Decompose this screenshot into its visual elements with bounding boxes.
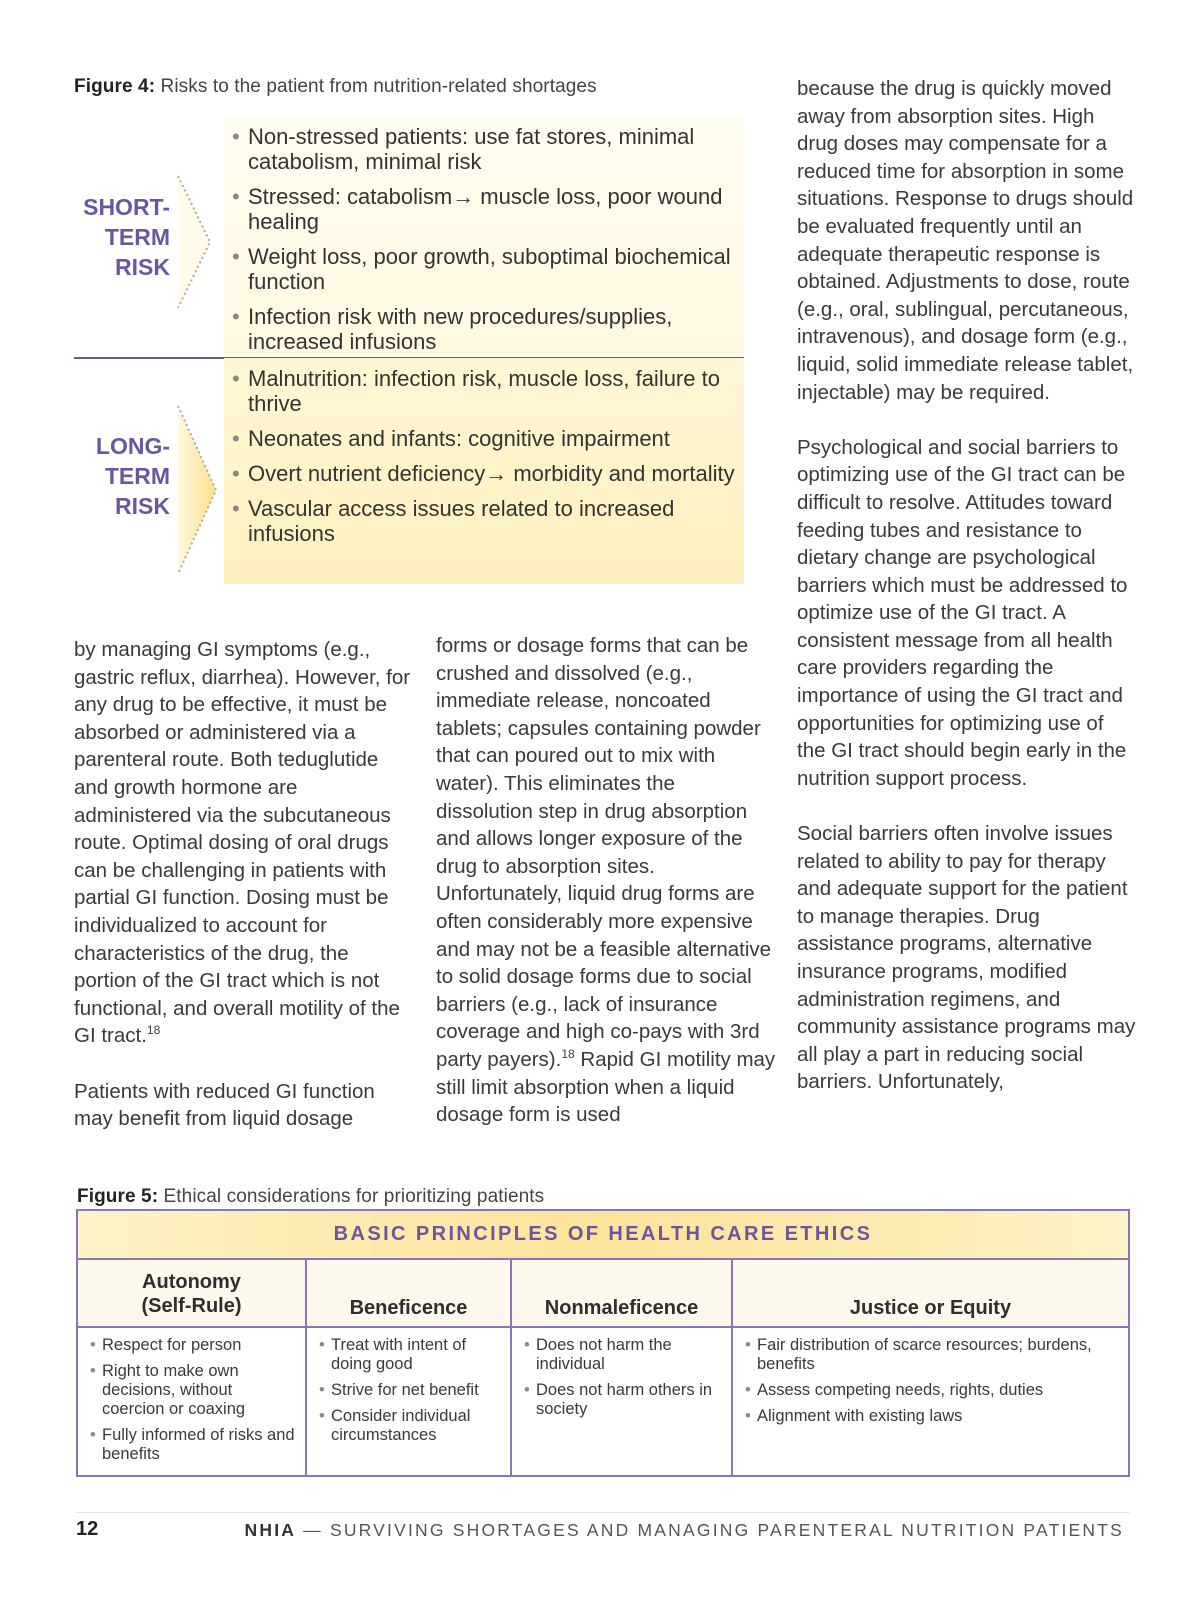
list-item: • Non-stressed patients: use fat stores, minimal catabolism, minimal risk xyxy=(224,124,744,174)
principle-list xyxy=(512,1328,731,1419)
column-heading xyxy=(78,1260,305,1328)
paragraph-text: Rapid GI motility may still limit absorption when a liquid dosage form is used xyxy=(436,1047,776,1127)
list-item: • Fully informed of risks and benefits xyxy=(88,1426,297,1464)
ethics-table xyxy=(76,1209,1130,1477)
long-term-label-line: RISK xyxy=(115,493,170,519)
figure-5-caption xyxy=(77,1186,544,1208)
list-item: • Consider individual circumstances xyxy=(317,1407,502,1445)
paragraph: because the drug is quickly moved away from absorption sites. High drug doses may compensate for a reduced time for absorption in some situations. Response to drugs should be evaluated frequently until an adequate therapeutic response is obtained. Adjustments to dose, route (e.g., oral, sublingual, percutaneous, intravenous), and dosage form (e.g., liquid, solid immediate release tablet, injectable) may be required. xyxy=(797,77,1134,404)
long-term-label-line: TERM xyxy=(104,463,170,489)
list-item: • Right to make own decisions, without coercion or coaxing xyxy=(88,1362,297,1419)
paragraph: Social barriers often involve issues related to ability to pay for therapy and adequate support for the patient to manage therapies. Drug assistance programs, alternative insurance programs, modified administration regimens, and community assistance programs may all play a part in reducing social barriers. Unfortunately, xyxy=(797,822,1136,1094)
short-term-risk-box xyxy=(224,118,744,356)
footer-title xyxy=(245,1520,1124,1541)
ethics-table-title: BASIC PRINCIPLES OF HEALTH CARE ETHICS xyxy=(78,1211,1128,1260)
short-term-chevron-icon xyxy=(176,174,216,310)
text-column-1 xyxy=(74,636,414,1133)
ethics-column-autonomy xyxy=(78,1260,307,1477)
figure-4-caption-text: Risks to the patient from nutrition-related shortages xyxy=(155,76,597,97)
reference-superscript: 18 xyxy=(561,1047,575,1062)
paragraph: Patients with reduced GI function may benefit from liquid dosage xyxy=(74,1079,375,1131)
principle-list xyxy=(733,1328,1128,1426)
ethics-column-nonmaleficence xyxy=(512,1260,733,1477)
list-item: • Fair distribution of scarce resources; burdens, benefits xyxy=(743,1336,1120,1374)
figure-4-caption xyxy=(74,76,597,98)
list-item: • Stressed: catabolism→ muscle loss, poor wound healing xyxy=(224,184,744,234)
paragraph xyxy=(436,632,776,1129)
column-heading: Justice or Equity xyxy=(733,1260,1128,1328)
long-term-label-line: LONG- xyxy=(95,433,170,459)
column-heading: Nonmaleficence xyxy=(512,1260,731,1328)
paragraph-text: by managing GI symptoms (e.g., gastric reflux, diarrhea). However, for any drug to be effective, it must be absorbed or administered via a parenteral route. Both teduglutide and growth hormone are administered via the subcutaneous route. Optimal dosing of oral drugs can be challenging in patients with partial GI function. Dosing must be individualized to account for characteristics of the drug, the portion of the GI tract which is not functional, and overall motility of the GI tract. xyxy=(74,638,411,1048)
long-term-risk-box xyxy=(224,358,744,584)
figure-5-caption-text: Ethical considerations for prioritizing patients xyxy=(158,1186,545,1207)
column-heading: Beneficence xyxy=(307,1260,510,1328)
text-column-2 xyxy=(436,632,776,1129)
ethics-column-beneficence xyxy=(307,1260,512,1477)
long-term-risk-label xyxy=(70,431,170,521)
short-term-label-line: TERM xyxy=(104,224,170,250)
list-item: • Alignment with existing laws xyxy=(743,1407,1120,1426)
list-item: • Malnutrition: infection risk, muscle loss, failure to thrive xyxy=(224,366,744,416)
figure-4-caption-label: Figure 4: xyxy=(74,76,156,97)
list-item: • Strive for net benefit xyxy=(317,1381,502,1400)
long-term-chevron-icon xyxy=(176,404,222,576)
list-item: • Overt nutrient deficiency→ morbidity and mortality xyxy=(224,461,744,486)
text-column-3 xyxy=(797,75,1137,1096)
footer-publisher: NHIA xyxy=(244,1520,297,1540)
list-item: • Treat with intent of doing good xyxy=(317,1336,502,1374)
heading-line: (Self-Rule) xyxy=(141,1295,242,1317)
list-item: • Neonates and infants: cognitive impairment xyxy=(224,426,744,451)
list-item: • Infection risk with new procedures/supplies, increased infusions xyxy=(224,304,744,354)
principle-list xyxy=(78,1328,305,1464)
short-term-label-line: RISK xyxy=(115,254,170,280)
short-term-label-line: SHORT- xyxy=(83,194,170,220)
ethics-columns xyxy=(78,1260,1128,1477)
paragraph: Psychological and social barriers to optimizing use of the GI tract can be difficult to resolve. Attitudes toward feeding tubes and resistance to dietary change are psychological barriers which must be addressed to optimize use of the GI tract. A consistent message from all health care providers regarding the importance of using the GI tract and opportunities for optimizing use of the GI tract should begin early in the nutrition support process. xyxy=(797,435,1128,790)
paragraph-text: forms or dosage forms that can be crushed and dissolved (e.g., immediate release, noncoated tablets; capsules containing powder that can poured out to mix with water). This eliminates the dissolution step in drug absorption and allows longer exposure of the drug to absorption sites. Unfortunately, liquid drug forms are often considerably more expensive and may not be a feasible alternative to solid dosage forms due to social barriers (e.g., lack of insurance coverage and high co-pays with 3rd party payers). xyxy=(436,634,772,1071)
page-number: 12 xyxy=(76,1518,99,1540)
principle-list xyxy=(307,1328,510,1445)
footer-rule xyxy=(76,1512,1130,1513)
footer-title-text: — SURVIVING SHORTAGES AND MANAGING PARENTERAL NUTRITION PATIENTS xyxy=(296,1520,1124,1540)
list-item: • Vascular access issues related to increased infusions xyxy=(224,496,744,546)
reference-superscript: 18 xyxy=(146,1023,161,1038)
list-item: • Assess competing needs, rights, duties xyxy=(743,1381,1120,1400)
list-item: • Does not harm others in society xyxy=(522,1381,723,1419)
ethics-column-justice xyxy=(733,1260,1128,1477)
paragraph xyxy=(74,636,414,1050)
heading-line: Autonomy xyxy=(142,1271,241,1293)
list-item: • Respect for person xyxy=(88,1336,297,1355)
long-term-risk-list xyxy=(224,366,744,546)
short-term-risk-list xyxy=(224,124,744,354)
list-item: • Weight loss, poor growth, suboptimal biochemical function xyxy=(224,244,744,294)
figure-5-caption-label: Figure 5: xyxy=(77,1186,159,1207)
list-item: • Does not harm the individual xyxy=(522,1336,723,1374)
short-term-risk-label xyxy=(70,192,170,282)
